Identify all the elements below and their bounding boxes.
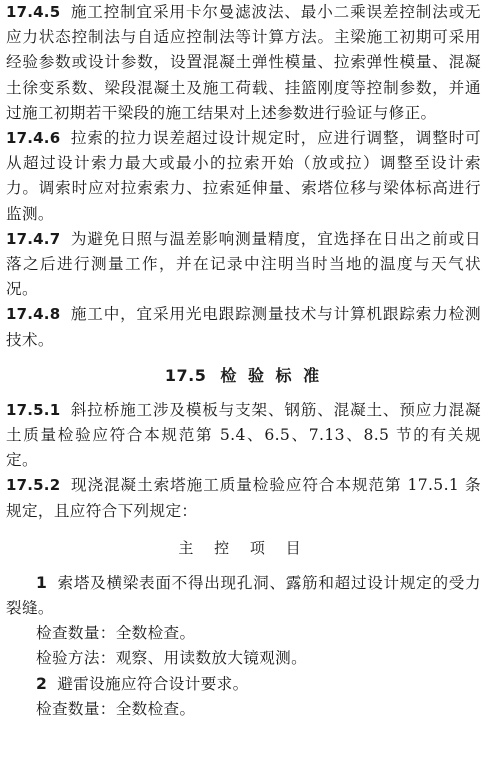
item-2 (6, 672, 481, 697)
clause-17-4-7 (6, 227, 481, 303)
sub-heading-main-control-items: 主 控 项 目 (178, 538, 309, 557)
clause-text: 斜拉桥施工涉及模板与支架、钢筋、混凝土、预应力混凝土质量检验应符合本规范第 5.4、6.5、7.13、8.5 节的有关规定。 (6, 400, 481, 470)
clause-17-4-6 (6, 126, 481, 227)
section-heading (6, 363, 481, 388)
clause-17-4-5 (6, 0, 481, 126)
check-quantity: 检查数量：全数检查。 (36, 699, 196, 718)
section-title: 检 验 标 准 (220, 365, 323, 385)
clause-17-5-2 (6, 473, 481, 523)
item-number: 2 (36, 674, 48, 693)
clause-text: 施工中，宜采用光电跟踪测量技术与计算机跟踪索力检测技术。 (6, 305, 481, 349)
check-method: 检验方法：观察、用读数放大镜观测。 (36, 649, 308, 668)
clause-text: 为避免日照与温差影响测量精度，宜选择在日出之前或日落之后进行测量工作，并在记录中注明当时当地的温度与天气状况。 (6, 229, 481, 299)
section-number: 17.5 (164, 365, 207, 385)
clause-text: 施工控制宜采用卡尔曼滤波法、最小二乘误差控制法或无应力状态控制法与自适应控制法等计算方法。主梁施工初期可采用经验参数或设计参数，设置混凝土弹性模量、拉索弹性模量、混凝土徐变系数、梁段混凝土及施工荷载、挂篮刚度等控制参数，并通过施工初期若干梁段的施工结果对上述参数进行验证与修正。 (6, 3, 481, 122)
item-1 (6, 571, 481, 621)
clause-number: 17.4.8 (6, 305, 61, 324)
item-text: 避雷设施应符合设计要求。 (57, 674, 249, 693)
clause-number: 17.4.7 (6, 229, 61, 248)
clause-number: 17.4.6 (6, 129, 61, 148)
item-text: 索塔及横梁表面不得出现孔洞、露筋和超过设计规定的受力裂缝。 (6, 573, 481, 618)
clause-17-4-8 (6, 302, 481, 352)
clause-number: 17.5.1 (6, 400, 61, 419)
item-number: 1 (36, 573, 48, 592)
check-quantity: 检查数量：全数检查。 (36, 624, 196, 643)
clause-number: 17.4.5 (6, 3, 61, 21)
clause-17-5-1 (6, 398, 481, 474)
clause-number: 17.5.2 (6, 476, 61, 495)
clause-text: 拉索的拉力误差超过设计规定时，应进行调整，调整时可从超过设计索力最大或最小的拉索开始（放或拉）调整至设计索力。调索时应对拉索索力、拉索延伸量、索塔位移与梁体标高进行监测。 (6, 129, 481, 223)
clause-text: 现浇混凝土索塔施工质量检验应符合本规范第 17.5.1 条规定，且应符合下列规定： (6, 476, 481, 520)
